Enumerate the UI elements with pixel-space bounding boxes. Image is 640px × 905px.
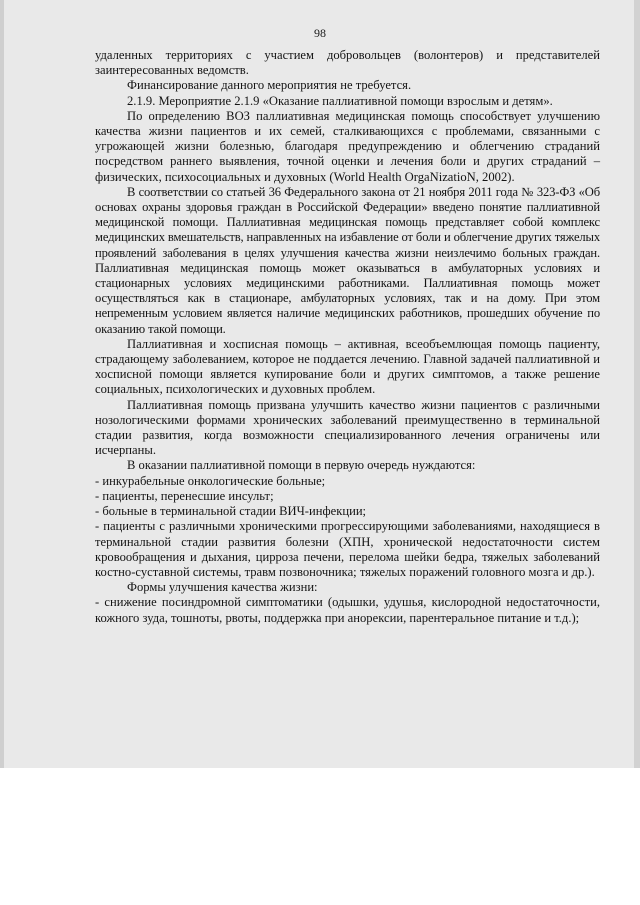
paragraph-federal-law: В соответствии со статьей 36 Федерального закона от 21 ноября 2011 года № 323-ФЗ «Об основах охраны здоровья граждан в Российской Федерации» введено понятие паллиативной медицинской помощи. Паллиативная медицинская помощь представляет собой комплекс медицинских вмешательств, направленных на избавление от боли и облегчение других тяжелых проявлений заболевания в целях улучшения качества жизни неизлечимо больных граждан. Паллиативная медицинская помощь может оказываться в амбулаторных условиях и стационарных условиях медицинскими работниками. Паллиативная помощь может осуществляться как в стационаре, амбулаторных условиях, так и на дому. При этом непременным условием является наличие медицинских работников, прошедших обучение по оказанию такой помощи. <box>95 184 600 336</box>
list-item-chronic: - пациенты с различными хроническими прогрессирующими заболеваниями, находящиеся в терминальной стадии развития болезни (ХПН, хронической недостаточности систем кровообращения и дыхания, цирроза печени, перелома шейки бедра, тяжелых заболеваний костно-суставной системы, травм позвоночника; тяжелых поражений головного мозга и др.). <box>95 519 600 579</box>
paragraph-measure-title: 2.1.9. Мероприятие 2.1.9 «Оказание паллиативной помощи взрослым и детям». <box>127 93 553 108</box>
paragraph-forms-heading: Формы улучшения качества жизни: <box>127 580 318 595</box>
paragraph-purpose: Паллиативная помощь призвана улучшить качество жизни пациентов с различными нозологическими формами хронических заболеваний преимущественно в терминальной стадии развития, когда возможности специализированного лечения ограничены или исчерпаны. <box>95 397 600 458</box>
paragraph-financing: Финансирование данного мероприятия не требуется. <box>127 78 412 93</box>
document-body <box>95 48 600 626</box>
paragraph-hospice-care: Паллиативная и хосписная помощь – активная, всеобъемлющая помощь пациенту, страдающему заболеванием, которое не поддается лечению. Главной задачей паллиативной и хосписной помощи является купирование боли и других симптомов, а также решение социальных, психологических и духовных проблем. <box>95 336 600 397</box>
paragraph-who-needs: В оказании паллиативной помощи в первую очередь нуждаются: <box>127 458 476 473</box>
blank-area <box>0 768 640 905</box>
page-number: 98 <box>314 26 326 40</box>
list-item-stroke: - пациенты, перенесшие инсульт; <box>95 488 274 503</box>
scan-right-edge <box>634 0 640 768</box>
list-item-oncology: - инкурабельные онкологические больные; <box>95 473 326 488</box>
list-item-hiv: - больные в терминальной стадии ВИЧ-инфекции; <box>95 504 367 519</box>
paragraph-volunteers: удаленных территориях с участием добровольцев (волонтеров) и представителей заинтересованных ведомств. <box>95 48 600 78</box>
list-item-symptoms: - снижение посиндромной симптоматики (одышки, удушья, кислородной недостаточности, кожного зуда, тошноты, рвоты, поддержка при анорексии, парентеральное питание и т.д.); <box>95 595 600 625</box>
paragraph-who-definition: По определению ВОЗ паллиативная медицинская помощь способствует улучшению качества жизни пациентов и их семей, сталкивающихся с проблемами, связанными с угрожающей жизни болезнью, благодаря предупреждению и облегчению страданий посредством раннего выявления, точной оценки и лечения боли и других страданий – физических, психосоциальных и духовных (World Health OrgaNizatioN, 2002). <box>95 108 600 184</box>
scan-left-edge <box>0 0 4 768</box>
